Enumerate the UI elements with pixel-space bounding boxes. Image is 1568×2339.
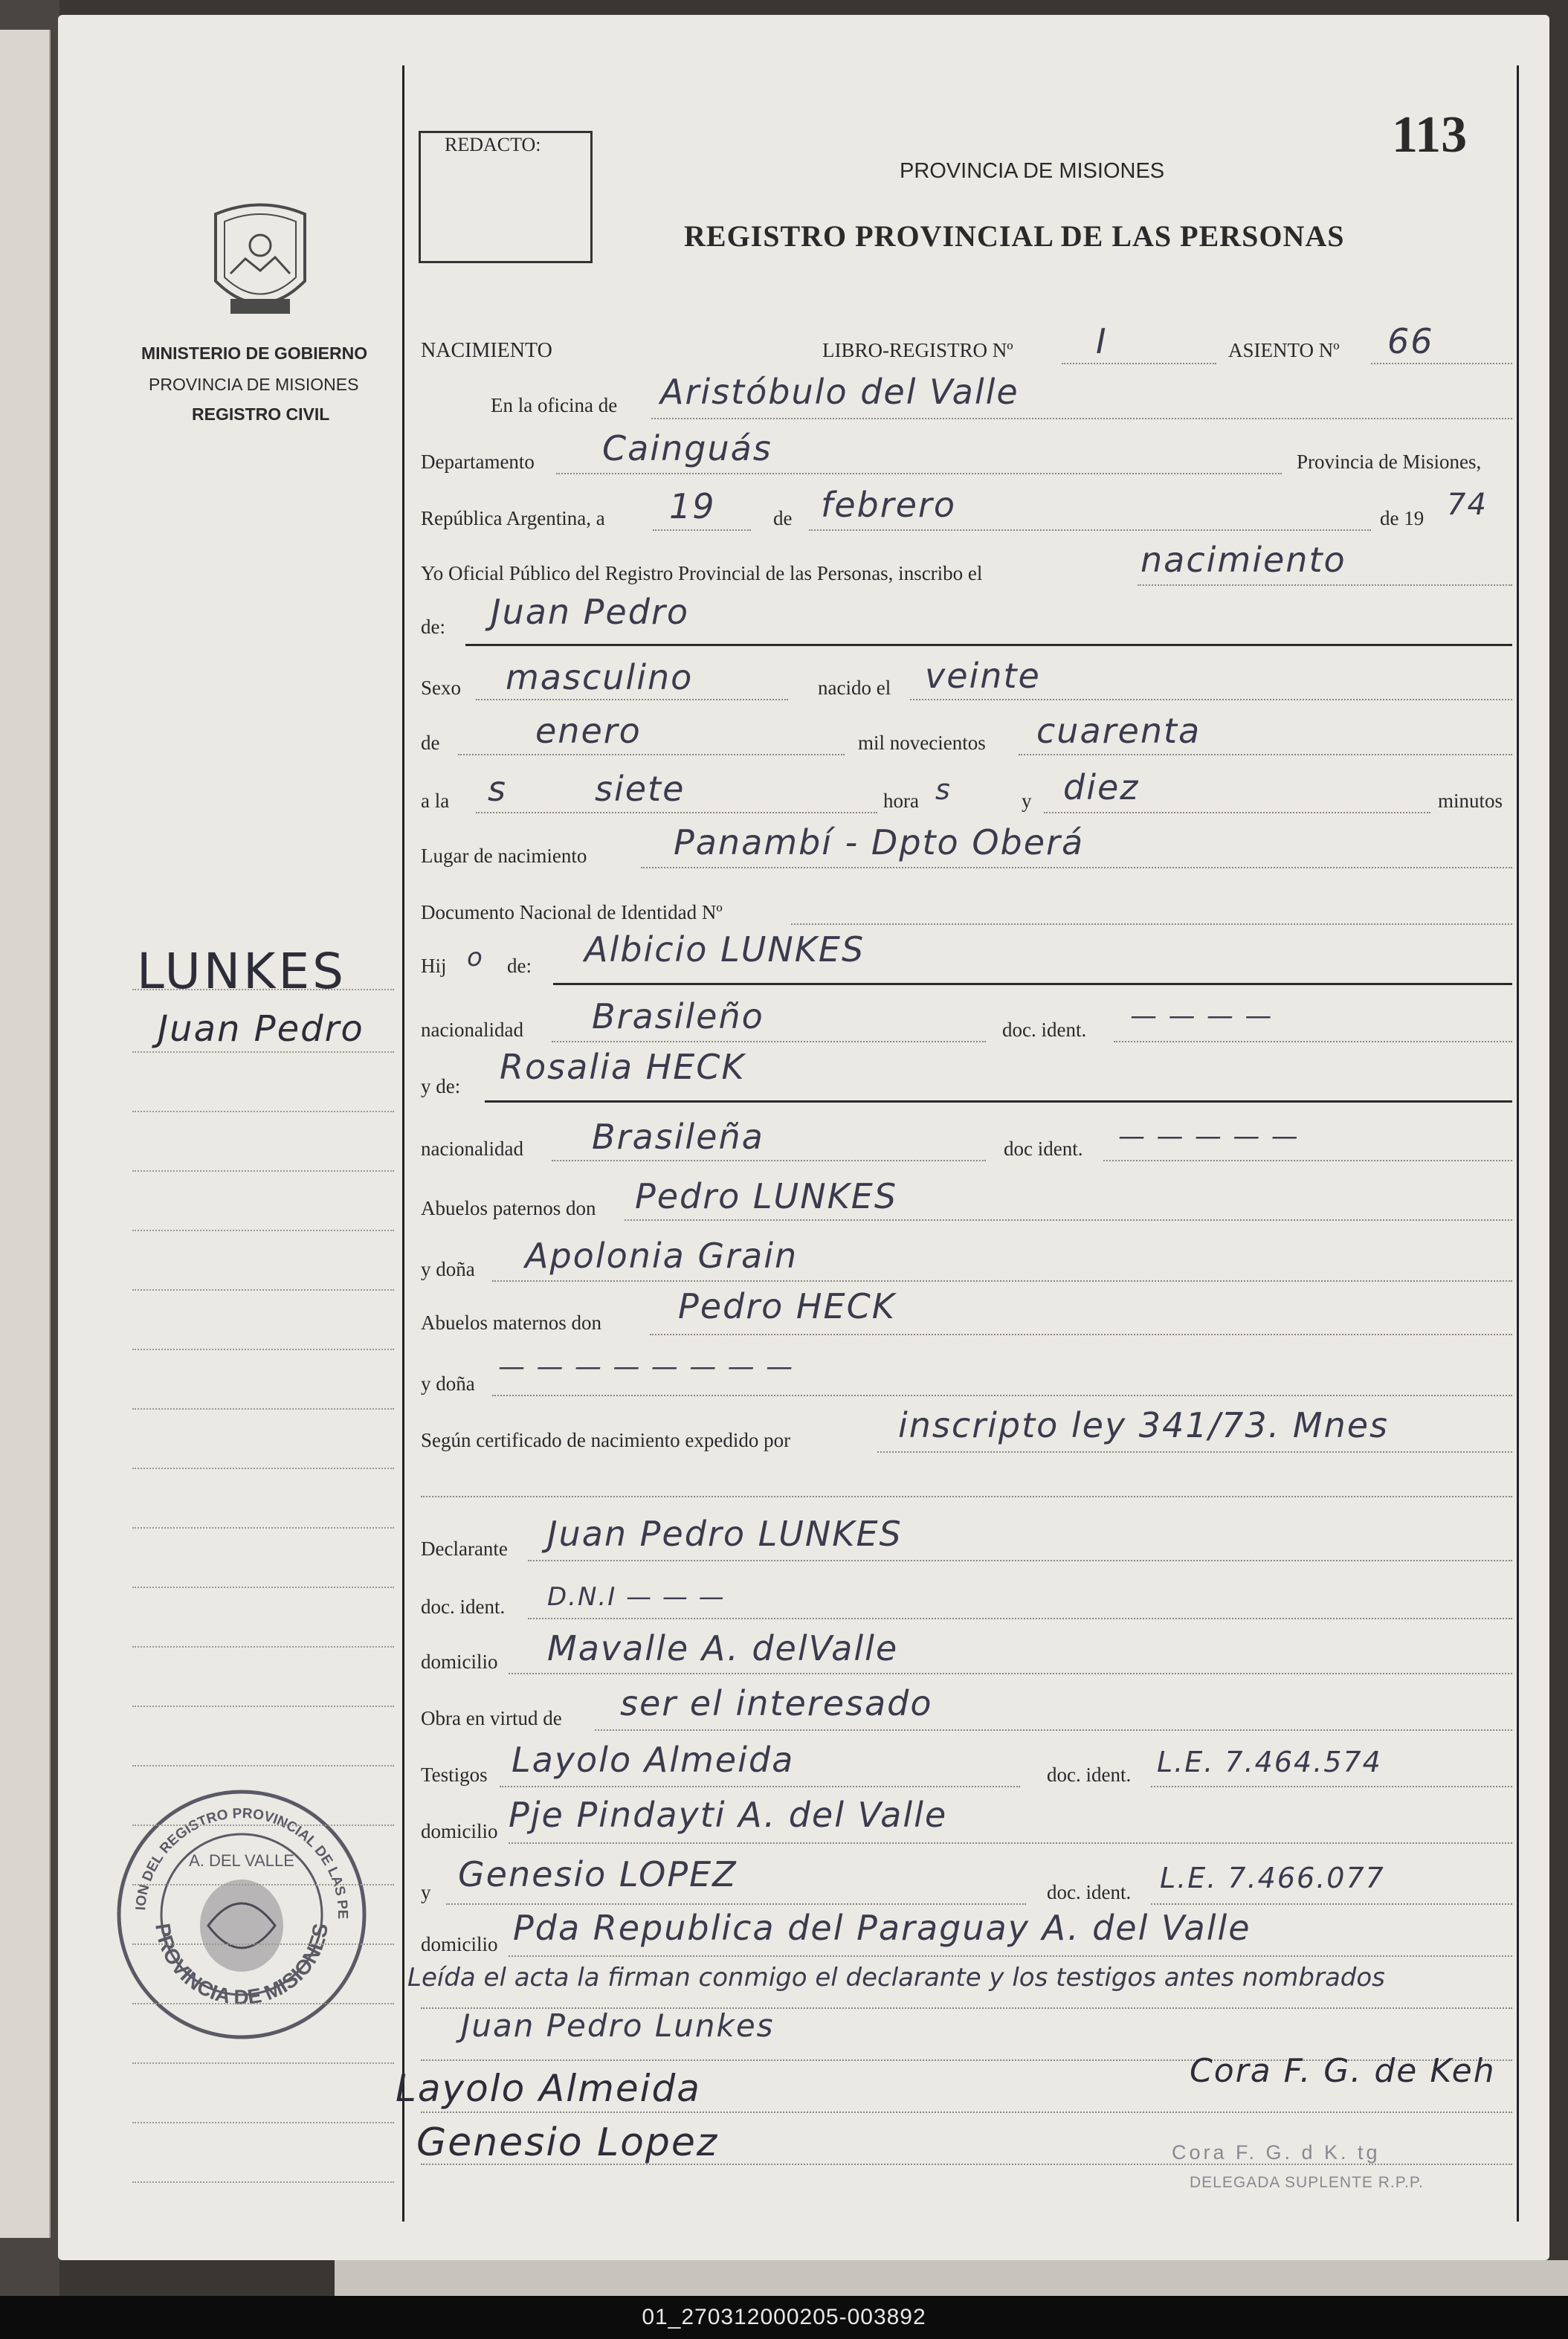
- margin-given-name: Juan Pedro: [158, 1008, 364, 1050]
- father-doc-value: — — — —: [1130, 1001, 1274, 1031]
- ala-label: a la: [421, 790, 450, 812]
- ministry-line2: PROVINCIA DE MISIONES: [149, 375, 359, 394]
- declarante-value: Juan Pedro LUNKES: [547, 1514, 903, 1554]
- oficina-value: Aristóbulo del Valle: [660, 372, 1019, 412]
- abuelos-pat-label: Abuelos paternos don: [421, 1197, 596, 1219]
- libro-label: LIBRO-REGISTRO Nº: [822, 339, 1013, 361]
- y2-label: y: [421, 1881, 431, 1903]
- oficina-label: En la oficina de: [491, 394, 618, 416]
- testigo2-dom-value: Pda Republica del Paraguay A. del Valle: [513, 1908, 1251, 1948]
- provincia-suffix: Provincia de Misiones,: [1297, 451, 1482, 473]
- redacto-label: REDACTO:: [445, 134, 541, 155]
- testigo2-docident-label: doc. ident.: [1047, 1881, 1132, 1903]
- right-border-rule: [1517, 65, 1519, 2222]
- signature-declarante: Juan Pedro Lunkes: [461, 2007, 775, 2044]
- mother-nac-value: Brasileña: [592, 1117, 764, 1157]
- oficial-text: Yo Oficial Público del Registro Provincial de las Personas, inscribo el: [421, 562, 983, 584]
- footer-id: 01_270312000205-003892: [642, 2305, 926, 2329]
- mother-docident-label: doc ident.: [1004, 1138, 1083, 1160]
- signature-official: Cora F. G. de Keh: [1190, 2052, 1496, 2090]
- de2-label: de: [421, 732, 440, 754]
- margin-surname: LUNKES: [137, 943, 347, 1000]
- declarante-dom-label: domicilio: [421, 1651, 498, 1673]
- ala-value: s: [488, 769, 507, 809]
- declarante-docident-label: doc. ident.: [421, 1596, 506, 1618]
- ydona2-label: y doña: [421, 1372, 475, 1395]
- hijo-de-label: de:: [507, 955, 532, 977]
- left-border-rule: [402, 65, 404, 2222]
- province-header: PROVINCIA DE MISIONES: [900, 159, 1165, 183]
- father-value: Albicio LUNKES: [584, 929, 865, 970]
- hora-label: hora: [883, 790, 919, 812]
- obra-label: Obra en virtud de: [421, 1707, 562, 1729]
- de-label: de: [773, 507, 793, 529]
- minutes-value: diez: [1063, 767, 1140, 807]
- closing-statement: Leída el acta la firman conmigo el declarante y los testigos antes nombrados: [407, 1963, 1385, 1993]
- footer-id-bar: [0, 2296, 1568, 2339]
- yde-label: y de:: [421, 1075, 461, 1097]
- departamento-label: Departamento: [421, 451, 535, 473]
- abuela-mat-value: — — — — — — — —: [498, 1352, 795, 1382]
- signature-testigo1: Layolo Almeida: [396, 2067, 701, 2110]
- de-colon-label: de:: [421, 616, 445, 638]
- y-label: y: [1022, 790, 1032, 812]
- declarante-label: Declarante: [421, 1538, 508, 1560]
- abuela-pat-value: Apolonia Grain: [525, 1236, 798, 1276]
- father-docident-label: doc. ident.: [1002, 1019, 1087, 1041]
- previous-page-edge: [0, 30, 51, 2238]
- mil-label: mil novecientos: [858, 732, 986, 754]
- ministry-line3: REGISTRO CIVIL: [192, 404, 330, 424]
- segun-label: Según certificado de nacimiento expedido por: [421, 1429, 791, 1451]
- declarante-doc-value: D.N.I — — —: [547, 1582, 726, 1612]
- nacido-value: veinte: [925, 656, 1041, 696]
- page-number: 113: [1392, 106, 1468, 164]
- table-surface: [335, 2260, 1568, 2296]
- day-value: 19: [669, 486, 716, 526]
- provincial-seal-icon: [201, 199, 320, 326]
- mother-doc-value: — — — — —: [1118, 1121, 1300, 1152]
- obra-value: ser el interesado: [620, 1683, 933, 1723]
- month-value: febrero: [821, 485, 956, 525]
- birth-month-value: enero: [535, 711, 642, 751]
- official-stamp-title: DELEGADA SUPLENTE R.P.P.: [1190, 2174, 1425, 2191]
- testigo2-doc-value: L.E. 7.466.077: [1160, 1862, 1385, 1894]
- name-value: Juan Pedro: [491, 592, 689, 632]
- father-nac-value: Brasileño: [592, 996, 764, 1036]
- mother-value: Rosalia HECK: [500, 1047, 746, 1087]
- official-stamp-name: Cora F. G. d K. tg: [1172, 2141, 1381, 2164]
- hijo-suffix: o: [467, 943, 484, 972]
- dni-label: Documento Nacional de Identidad Nº: [421, 901, 723, 923]
- asiento-label: ASIENTO Nº: [1228, 339, 1340, 361]
- registry-title: REGISTRO PROVINCIAL DE LAS PERSONAS: [684, 219, 1345, 253]
- mother-nac-label: nacionalidad: [421, 1138, 523, 1160]
- republica-label: República Argentina, a: [421, 507, 605, 529]
- testigos-label: Testigos: [421, 1764, 488, 1786]
- round-stamp: [112, 1784, 372, 2045]
- testigo1-value: Layolo Almeida: [512, 1740, 795, 1780]
- year-value: 74: [1447, 488, 1488, 522]
- libro-value: I: [1096, 321, 1108, 361]
- testigo1-dom-value: Pje Pindayti A. del Valle: [509, 1795, 948, 1835]
- hour-value: siete: [595, 769, 685, 809]
- nacido-label: nacido el: [818, 677, 891, 699]
- signature-testigo2: Genesio Lopez: [416, 2120, 719, 2165]
- svg-text:DELEGACION DEL REGISTRO PROVIN: ION DEL REGISTRO PROVINCIAL DE LAS PE: [133, 1805, 351, 1920]
- father-nac-label: nacionalidad: [421, 1019, 523, 1041]
- sexo-value: masculino: [506, 657, 694, 697]
- departamento-value: Cainguás: [602, 428, 772, 468]
- sexo-label: Sexo: [421, 677, 461, 699]
- minutos-label: minutos: [1438, 790, 1503, 812]
- testigo1-doc-value: L.E. 7.464.574: [1157, 1746, 1382, 1778]
- testigo1-docident-label: doc. ident.: [1047, 1764, 1132, 1786]
- inscribo-value: nacimiento: [1140, 540, 1346, 580]
- segun-value: inscripto ley 341/73. Mnes: [898, 1405, 1389, 1445]
- lugar-value: Panambí - Dpto Oberá: [674, 822, 1085, 862]
- birth-year-value: cuarenta: [1036, 711, 1201, 751]
- ministry-line1: MINISTERIO DE GOBIERNO: [141, 343, 368, 363]
- testigo1-dom-label: domicilio: [421, 1820, 498, 1842]
- testigo2-value: Genesio LOPEZ: [458, 1854, 738, 1894]
- ydona-label: y doña: [421, 1258, 475, 1280]
- declarante-dom-value: Mavalle A. delValle: [547, 1628, 899, 1668]
- abuelo-pat-value: Pedro LUNKES: [635, 1176, 898, 1216]
- hijo-label: Hij: [421, 955, 447, 977]
- testigo2-dom-label: domicilio: [421, 1933, 498, 1955]
- record-type: NACIMIENTO: [421, 339, 552, 362]
- hora-suffix: s: [935, 773, 952, 806]
- asiento-value: 66: [1387, 321, 1434, 361]
- svg-text:A. DEL VALLE: A. DEL VALLE: [189, 1851, 294, 1870]
- abuelos-mat-label: Abuelos maternos don: [421, 1312, 601, 1334]
- year-label: de 19: [1380, 507, 1425, 529]
- abuelo-mat-value: Pedro HECK: [678, 1286, 896, 1326]
- svg-text:PROVINCIA DE MISIONES: PROVINCIA DE MISIONES: [151, 1921, 332, 2009]
- lugar-label: Lugar de nacimiento: [421, 845, 587, 867]
